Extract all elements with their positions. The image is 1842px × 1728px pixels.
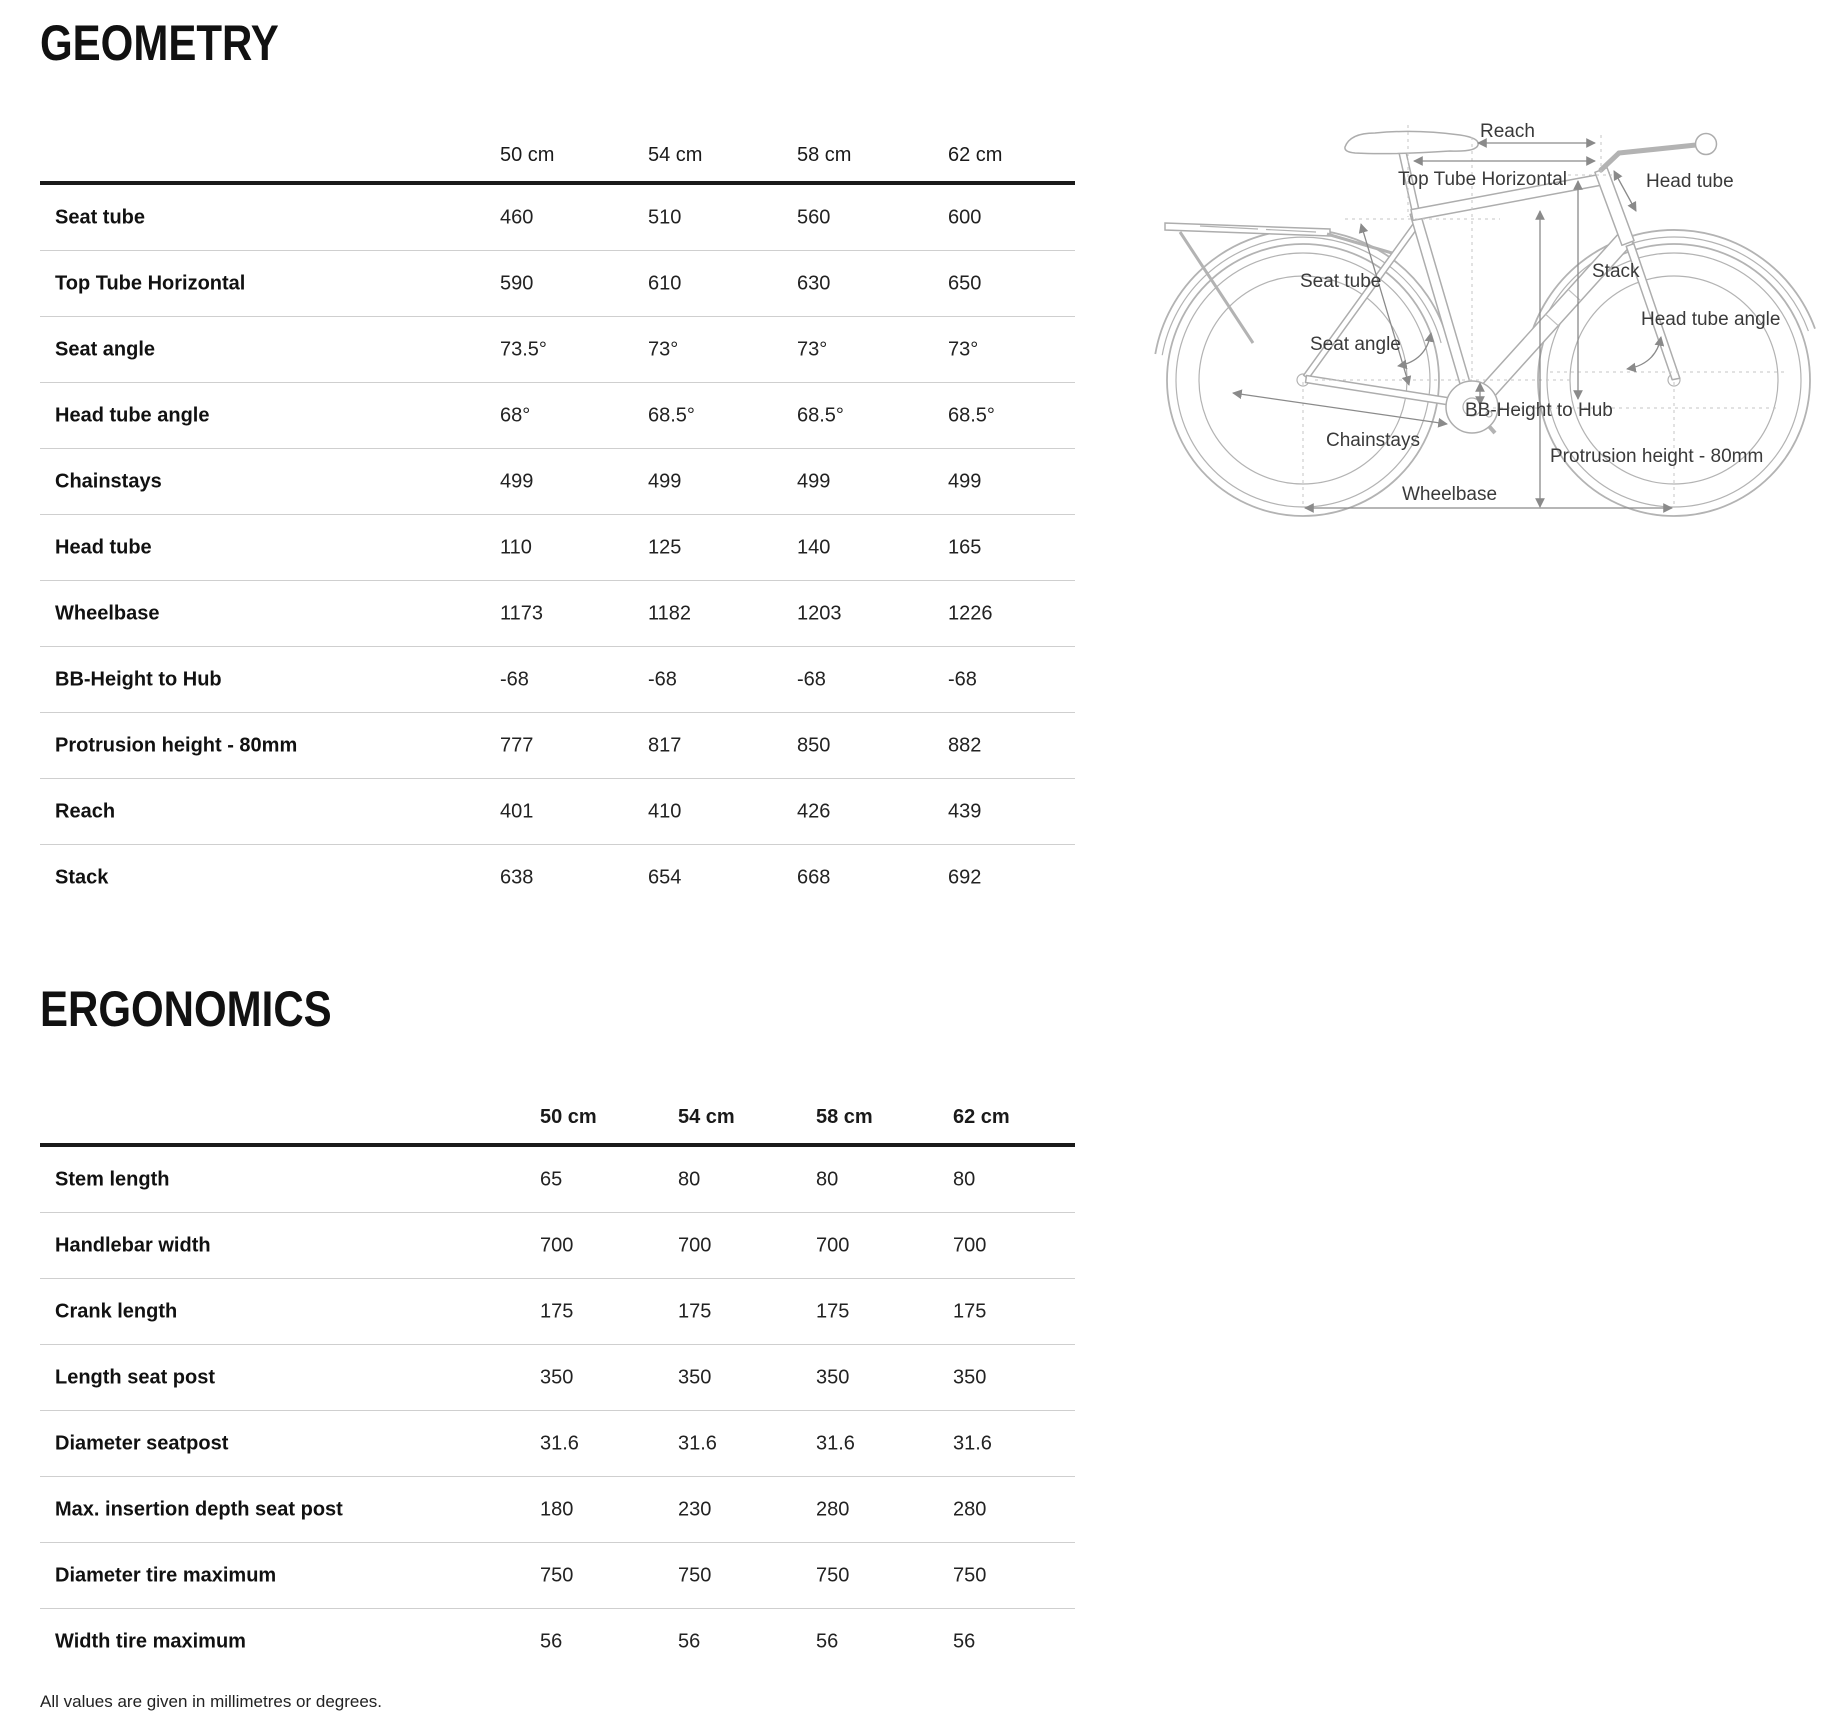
cell-value: 125 xyxy=(648,536,682,558)
cell-value: 439 xyxy=(948,800,982,822)
head-tube-shape xyxy=(1595,168,1634,246)
cell-value: 73.5° xyxy=(500,338,547,360)
cell-value: 426 xyxy=(797,800,831,822)
head-tube-angle-label: Head tube angle xyxy=(1641,309,1781,330)
cell-value: -68 xyxy=(797,668,826,690)
cell-value: 80 xyxy=(678,1168,701,1190)
column-header: 50 cm xyxy=(500,144,555,166)
table-row xyxy=(40,581,1075,647)
cell-value: 510 xyxy=(648,206,682,228)
bike-geometry-diagram xyxy=(1140,95,1840,535)
cell-value: 560 xyxy=(797,206,831,228)
row-label: Wheelbase xyxy=(55,602,160,624)
table-row xyxy=(40,449,1075,515)
cell-value: 350 xyxy=(816,1366,850,1388)
row-label: Chainstays xyxy=(55,470,162,492)
row-label: Seat tube xyxy=(55,206,146,228)
cell-value: 499 xyxy=(797,470,831,492)
row-label: Head tube xyxy=(55,536,152,558)
cell-value: 590 xyxy=(500,272,534,294)
wheelbase-label: Wheelbase xyxy=(1402,484,1498,505)
cell-value: 230 xyxy=(678,1498,712,1520)
geometry-table xyxy=(40,100,1075,910)
cell-value: 610 xyxy=(648,272,682,294)
cell-value: 350 xyxy=(953,1366,987,1388)
cell-value: 73° xyxy=(797,338,828,360)
protrusion-height-label: Protrusion height - 80mm xyxy=(1550,446,1764,467)
table-row xyxy=(40,383,1075,449)
column-header: 62 cm xyxy=(948,144,1003,166)
cell-value: 180 xyxy=(540,1498,574,1520)
cell-value: 56 xyxy=(540,1630,563,1652)
cell-value: 175 xyxy=(816,1300,850,1322)
table-row xyxy=(40,185,1075,251)
cell-value: 68° xyxy=(500,404,531,426)
row-label: Seat angle xyxy=(55,338,156,360)
cell-value: 850 xyxy=(797,734,831,756)
table-row xyxy=(40,317,1075,383)
row-label: Top Tube Horizontal xyxy=(55,272,246,294)
seat-stays-tube xyxy=(1304,223,1419,379)
cell-value: 175 xyxy=(953,1300,987,1322)
column-header: 54 cm xyxy=(678,1106,735,1128)
column-header: 50 cm xyxy=(540,1106,597,1128)
column-header: 54 cm xyxy=(648,144,703,166)
cell-value: 175 xyxy=(540,1300,574,1322)
cell-value: 692 xyxy=(948,866,982,888)
cell-value: 882 xyxy=(948,734,982,756)
column-header: 58 cm xyxy=(797,144,852,166)
row-label: Protrusion height - 80mm xyxy=(55,734,298,756)
cell-value: 73° xyxy=(648,338,679,360)
cell-value: 654 xyxy=(648,866,682,888)
cell-value: 56 xyxy=(678,1630,701,1652)
table-row xyxy=(40,1147,1075,1213)
cell-value: 68.5° xyxy=(797,404,844,426)
saddle xyxy=(1345,131,1478,153)
cell-value: 1203 xyxy=(797,602,842,624)
units-footnote: All values are given in millimetres or degrees. xyxy=(40,1692,383,1711)
reach-label: Reach xyxy=(1480,121,1535,142)
cell-value: 499 xyxy=(948,470,982,492)
cell-value: 350 xyxy=(540,1366,574,1388)
cell-value: 56 xyxy=(953,1630,976,1652)
cell-value: 350 xyxy=(678,1366,712,1388)
ergonomics-section-title: ERGONOMICS xyxy=(40,981,332,1037)
geometry-section-title: GEOMETRY xyxy=(40,15,279,71)
cell-value: 56 xyxy=(816,1630,839,1652)
cell-value: 750 xyxy=(678,1564,712,1586)
table-row xyxy=(40,713,1075,779)
column-header: 58 cm xyxy=(816,1106,873,1128)
cell-value: 1182 xyxy=(648,602,692,624)
cell-value: 460 xyxy=(500,206,534,228)
cell-value: -68 xyxy=(948,668,977,690)
bb-height-to-hub-label: BB-Height to Hub xyxy=(1465,400,1613,421)
top-tube-horizontal-label: Top Tube Horizontal xyxy=(1398,169,1567,190)
row-label: Reach xyxy=(55,800,116,822)
cell-value: 650 xyxy=(948,272,982,294)
cell-value: 110 xyxy=(500,536,532,558)
cell-value: 1226 xyxy=(948,602,993,624)
stack-label: Stack xyxy=(1592,261,1640,282)
cell-value: 68.5° xyxy=(648,404,695,426)
row-label: Handlebar width xyxy=(55,1234,211,1256)
row-label: Head tube angle xyxy=(55,404,210,426)
cell-value: 668 xyxy=(797,866,831,888)
cell-value: 280 xyxy=(953,1498,987,1520)
column-header: 62 cm xyxy=(953,1106,1010,1128)
table-row xyxy=(40,515,1075,581)
cell-value: 31.6 xyxy=(678,1432,717,1454)
cell-value: 700 xyxy=(540,1234,574,1256)
cell-value: 777 xyxy=(500,734,534,756)
row-label: Diameter seatpost xyxy=(55,1432,229,1454)
cell-value: 817 xyxy=(648,734,682,756)
row-label: Stem length xyxy=(55,1168,170,1190)
row-label: Diameter tire maximum xyxy=(55,1564,277,1586)
row-label: Width tire maximum xyxy=(55,1630,246,1652)
cell-value: 73° xyxy=(948,338,979,360)
cell-value: 750 xyxy=(953,1564,987,1586)
cell-value: 140 xyxy=(797,536,831,558)
cell-value: -68 xyxy=(648,668,677,690)
row-label: Crank length xyxy=(55,1300,178,1322)
seat-tube-label: Seat tube xyxy=(1300,271,1382,292)
table-row xyxy=(40,1543,1075,1609)
chainstays-label: Chainstays xyxy=(1326,430,1420,451)
cell-value: 80 xyxy=(816,1168,839,1190)
cell-value: 65 xyxy=(540,1168,563,1190)
table-row xyxy=(40,845,1075,910)
cell-value: 401 xyxy=(500,800,534,822)
row-label: BB-Height to Hub xyxy=(55,668,222,690)
handlebar xyxy=(1601,134,1717,171)
cell-value: 165 xyxy=(948,536,982,558)
ergonomics-table-header-row xyxy=(40,1062,1075,1147)
bike-diagram-svg xyxy=(1140,95,1840,535)
table-row xyxy=(40,1213,1075,1279)
cell-value: 68.5° xyxy=(948,404,995,426)
table-row xyxy=(40,1477,1075,1543)
cell-value: 499 xyxy=(500,470,534,492)
cell-value: 31.6 xyxy=(540,1432,579,1454)
cell-value: 31.6 xyxy=(816,1432,855,1454)
cell-value: 750 xyxy=(816,1564,850,1586)
row-label: Max. insertion depth seat post xyxy=(55,1498,343,1520)
cell-value: 499 xyxy=(648,470,682,492)
head-tube-label: Head tube xyxy=(1646,171,1734,192)
cell-value: 280 xyxy=(816,1498,850,1520)
cell-value: 410 xyxy=(648,800,682,822)
cell-value: 1173 xyxy=(500,602,544,624)
cell-value: 80 xyxy=(953,1168,976,1190)
ergonomics-table-body xyxy=(40,1147,1075,1674)
table-row xyxy=(40,1345,1075,1411)
cell-value: 31.6 xyxy=(953,1432,992,1454)
table-row xyxy=(40,647,1075,713)
row-label: Stack xyxy=(55,866,109,888)
cell-value: 700 xyxy=(816,1234,850,1256)
cell-value: 700 xyxy=(678,1234,712,1256)
table-row xyxy=(40,779,1075,845)
seat-angle-label: Seat angle xyxy=(1310,334,1401,355)
cell-value: 750 xyxy=(540,1564,574,1586)
geometry-table-header-row xyxy=(40,100,1075,185)
cell-value: 630 xyxy=(797,272,831,294)
cell-value: 600 xyxy=(948,206,982,228)
row-label: Length seat post xyxy=(55,1366,216,1388)
cell-value: 175 xyxy=(678,1300,712,1322)
head-tube-angle-arc xyxy=(1627,337,1661,369)
cell-value: 700 xyxy=(953,1234,987,1256)
table-row xyxy=(40,1279,1075,1345)
table-row xyxy=(40,251,1075,317)
ergonomics-table xyxy=(40,1062,1075,1674)
cell-value: 638 xyxy=(500,866,534,888)
geometry-table-body xyxy=(40,185,1075,910)
table-row xyxy=(40,1609,1075,1674)
cell-value: -68 xyxy=(500,668,529,690)
table-row xyxy=(40,1411,1075,1477)
